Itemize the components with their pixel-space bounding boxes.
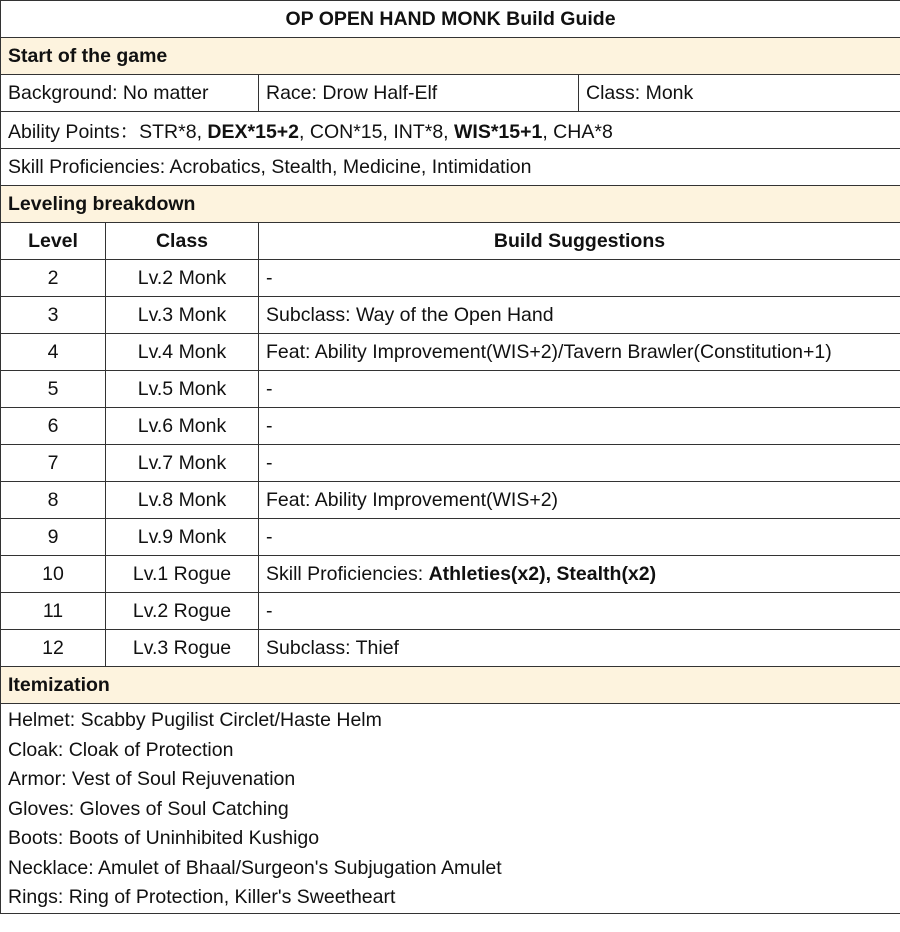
leveling-heading: Leveling breakdown bbox=[1, 186, 900, 223]
class-cell: Lv.1 Rogue bbox=[106, 556, 259, 593]
header-level: Level bbox=[1, 223, 106, 260]
title-row bbox=[1, 1, 900, 38]
suggestion-bold: Athleties(x2), Stealth(x2) bbox=[428, 562, 657, 585]
table-row bbox=[1, 334, 900, 371]
list-item: Rings: Ring of Protection, Killer's Sweetheart bbox=[8, 886, 396, 908]
suggestion-cell: Subclass: Thief bbox=[259, 630, 900, 667]
start-info-row bbox=[1, 75, 900, 112]
list-item: Helmet: Scabby Pugilist Circlet/Haste Helm bbox=[8, 709, 382, 731]
itemization-section-header bbox=[1, 667, 900, 704]
level-cell: 2 bbox=[1, 260, 106, 297]
class-cell: Lv.9 Monk bbox=[106, 519, 259, 556]
table-row bbox=[1, 297, 900, 334]
itemization-list bbox=[1, 704, 900, 914]
ability-points-cell bbox=[1, 112, 900, 149]
level-cell: 11 bbox=[1, 593, 106, 630]
suggestion-cell: Feat: Ability Improvement(WIS+2)/Tavern Brawler(Constitution+1) bbox=[259, 334, 900, 371]
table-row bbox=[1, 630, 900, 667]
ability-wis: WIS*15+1 bbox=[454, 121, 543, 143]
background-cell: Background: No matter bbox=[1, 75, 259, 112]
header-class: Class bbox=[106, 223, 259, 260]
ability-cha: , CHA*8 bbox=[542, 121, 613, 143]
level-cell: 10 bbox=[1, 556, 106, 593]
start-heading: Start of the game bbox=[1, 38, 900, 75]
class-cell: Lv.6 Monk bbox=[106, 408, 259, 445]
list-item: Necklace: Amulet of Bhaal/Surgeon's Subjugation Amulet bbox=[8, 856, 502, 879]
itemization-heading: Itemization bbox=[1, 667, 900, 704]
table-row bbox=[1, 408, 900, 445]
list-item: Cloak: Cloak of Protection bbox=[8, 738, 234, 761]
ability-prefix: Ability Points： bbox=[8, 121, 140, 143]
suggestion-cell: - bbox=[259, 371, 900, 408]
level-cell: 12 bbox=[1, 630, 106, 667]
suggestion-prefix: Skill Proficiencies: bbox=[266, 562, 429, 585]
page-title: OP OPEN HAND MONK Build Guide bbox=[1, 1, 900, 38]
class-cell: Lv.3 Rogue bbox=[106, 630, 259, 667]
class-cell: Lv.8 Monk bbox=[106, 482, 259, 519]
level-cell: 9 bbox=[1, 519, 106, 556]
ability-con-int: , CON*15, INT*8, bbox=[299, 121, 454, 143]
level-cell: 4 bbox=[1, 334, 106, 371]
level-cell: 7 bbox=[1, 445, 106, 482]
table-row bbox=[1, 556, 900, 593]
suggestion-cell: - bbox=[259, 445, 900, 482]
list-item: Armor: Vest of Soul Rejuvenation bbox=[8, 768, 296, 790]
ability-str: STR*8, bbox=[139, 121, 208, 143]
class-cell: Lv.3 Monk bbox=[106, 297, 259, 334]
class-cell: Lv.2 Rogue bbox=[106, 593, 259, 630]
level-cell: 8 bbox=[1, 482, 106, 519]
table-row bbox=[1, 371, 900, 408]
ability-points-row bbox=[1, 112, 900, 149]
suggestion-cell: - bbox=[259, 260, 900, 297]
level-cell: 5 bbox=[1, 371, 106, 408]
table-row bbox=[1, 593, 900, 630]
level-cell: 3 bbox=[1, 297, 106, 334]
suggestion-cell: - bbox=[259, 408, 900, 445]
level-cell: 6 bbox=[1, 408, 106, 445]
suggestion-cell: Feat: Ability Improvement(WIS+2) bbox=[259, 482, 900, 519]
leveling-section-header bbox=[1, 186, 900, 223]
class-cell: Lv.4 Monk bbox=[106, 334, 259, 371]
class-cell: Class: Monk bbox=[579, 75, 900, 112]
race-cell: Race: Drow Half-Elf bbox=[259, 75, 579, 112]
list-item: Boots: Boots of Uninhibited Kushigo bbox=[8, 827, 320, 849]
skill-proficiencies-cell: Skill Proficiencies: Acrobatics, Stealth, Medicine, Intimidation bbox=[1, 149, 900, 186]
table-row bbox=[1, 482, 900, 519]
class-cell: Lv.2 Monk bbox=[106, 260, 259, 297]
table-row bbox=[1, 445, 900, 482]
class-cell: Lv.7 Monk bbox=[106, 445, 259, 482]
start-section-header bbox=[1, 38, 900, 75]
class-cell: Lv.5 Monk bbox=[106, 371, 259, 408]
skill-proficiencies-row bbox=[1, 149, 900, 186]
table-row bbox=[1, 260, 900, 297]
suggestion-cell: - bbox=[259, 593, 900, 630]
ability-dex: DEX*15+2 bbox=[207, 121, 300, 143]
list-item: Gloves: Gloves of Soul Catching bbox=[8, 797, 289, 820]
suggestion-cell bbox=[259, 556, 900, 593]
table-row bbox=[1, 519, 900, 556]
suggestion-cell: Subclass: Way of the Open Hand bbox=[259, 297, 900, 334]
itemization-row bbox=[1, 704, 900, 914]
suggestion-cell: - bbox=[259, 519, 900, 556]
header-build-suggestions: Build Suggestions bbox=[259, 223, 900, 260]
leveling-header-row bbox=[1, 223, 900, 260]
